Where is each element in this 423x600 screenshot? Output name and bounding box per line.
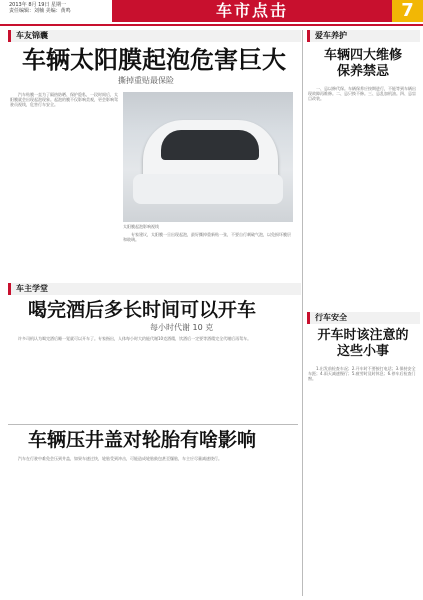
article-solar-film-col2: 专家建议，太阳膜一旦出现起泡，最好撕掉重新贴一张，不要自行刺破气泡，以免损坏膜层和玻璃。 <box>123 232 291 242</box>
section-bar-car-care: 爱车养护 <box>307 30 420 42</box>
section-title: 车市点击 <box>215 1 288 20</box>
car-photo <box>123 92 293 222</box>
subhead-solar-film: 撕掉重贴最保险 <box>118 76 174 85</box>
photo-caption: 太阳膜起泡影响视线 <box>123 224 159 229</box>
headline-drinking: 喝完酒后多长时间可以开车 <box>28 299 257 321</box>
article-solar-film-col1: 汽车贴膜一直为了隔热防晒、保护隐私，一段时间后，太阳膜就会出现起泡现象。起泡的膜不仅影响美观，更会影响驾驶员视线，危害行车安全。 <box>10 92 118 107</box>
section-masthead <box>112 0 392 22</box>
section-bar-car-tips: 车友锦囊 <box>8 30 301 42</box>
article-drinking: 许多司机认为喝完酒后睡一觉就可以开车了。专家指出，人体每小时大约能代谢10克酒精，饮酒后一定要等酒精完全代谢后再驾车。 <box>18 336 252 341</box>
section-bar-owner-class: 车主学堂 <box>8 283 301 295</box>
article-manhole: 汽车在行驶中难免会压到井盖，如果车速过快，轮胎受到冲击，可能造成轮胎鼓包甚至爆胎，车主应尽量减速绕行。 <box>18 456 222 461</box>
car-hood <box>133 174 283 204</box>
section-bar-driving-safety: 行车安全 <box>307 312 420 324</box>
article-driving-tips: 1.出发前检查车况；2.开车时不要接打电话；3.保持安全车距；4.雨天减速慢行；5.疲劳时及时休息；6.停车后检查门窗。 <box>308 366 416 381</box>
article-divider <box>8 424 298 425</box>
headline-manhole: 车辆压井盖对轮胎有啥影响 <box>28 429 257 451</box>
page-header <box>0 0 423 26</box>
page-number: 7 <box>392 0 423 22</box>
header-divider <box>0 24 423 26</box>
subhead-drinking: 每小时代谢 10 克 <box>150 323 214 332</box>
article-maintenance: 一、忌以修代保。车辆保养应按期进行，不能等到车辆出现故障再维修。二、忌只换不修。三、忌乱加机油。四、忌盲目改装。 <box>308 86 416 101</box>
issue-date: 2013年 8月 19日 星期一 责任编辑：刘楠 美编：黄鸣 <box>9 2 71 14</box>
windshield <box>161 130 259 160</box>
headline-driving-tips: 开车时该注意的 这些小事 <box>317 328 409 359</box>
headline-solar-film: 车辆太阳膜起泡危害巨大 <box>22 46 286 74</box>
headline-maintenance: 车辆四大维修 保养禁忌 <box>323 48 402 79</box>
column-divider <box>302 30 303 596</box>
